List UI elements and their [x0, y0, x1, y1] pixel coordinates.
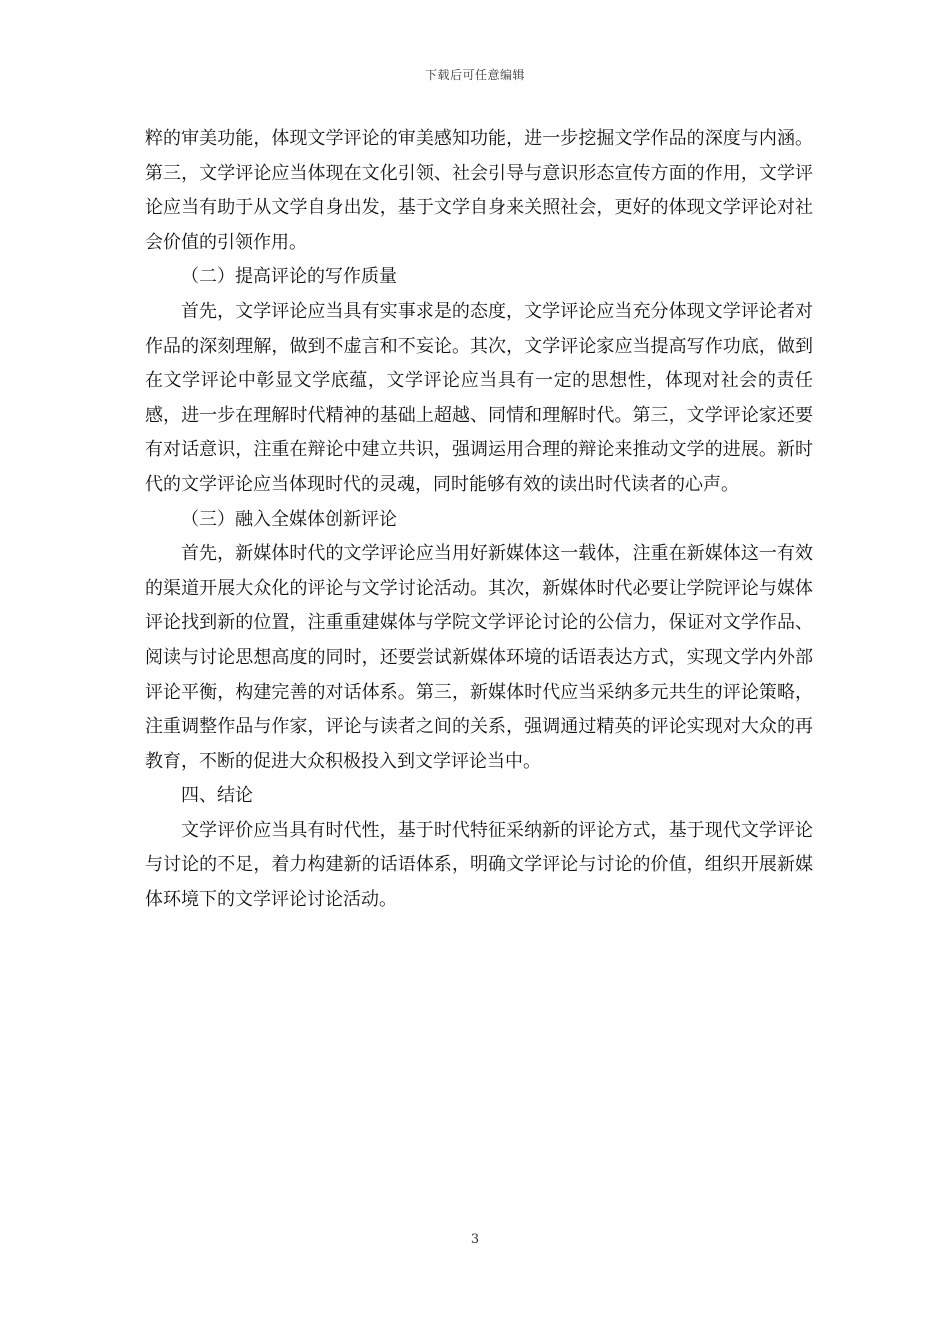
paragraph-all-media: 首先，新媒体时代的文学评论应当用好新媒体这一载体，注重在新媒体这一有效的渠道开展大众化的评论与文学讨论活动。其次，新媒体时代必要让学院评论与媒体评论找到新的位置，注重重建媒体与学院文学评论讨论的公信力，保证对文学作品、阅读与讨论思想高度的同时，还要尝试新媒体环境的话语表达方式，实现文学内外部评论平衡，构建完善的对话体系。第三，新媒体时代应当采纳多元共生的评论策略，注重调整作品与作家，评论与读者之间的关系，强调通过精英的评论实现对大众的再教育，不断的促进大众积极投入到文学评论当中。 [145, 543, 813, 772]
section-heading-2: （二）提高评论的写作质量 [181, 266, 397, 288]
section-heading-conclusion: 四、结论 [181, 785, 253, 807]
body-text [145, 122, 813, 918]
paragraph-continuation: 粹的审美功能，体现文学评论的审美感知功能，进一步挖掘文学作品的深度与内涵。第三，文学评论应当体现在文化引领、社会引导与意识形态宣传方面的作用，文学评论应当有助于从文学自身出发，基于文学自身来关照社会，更好的体现文学评论对社会价值的引领作用。 [145, 128, 813, 253]
section-heading-3: （三）融入全媒体创新评论 [181, 508, 397, 530]
page-number: 3 [470, 1232, 480, 1247]
page-header: 下载后可任意编辑 [424, 68, 525, 82]
paragraph-conclusion: 文学评价应当具有时代性，基于时代特征采纳新的评论方式，基于现代文学评论与讨论的不足，着力构建新的话语体系，明确文学评论与讨论的价值，组织开展新媒体环境下的文学评论讨论活动。 [145, 819, 813, 911]
paragraph-writing-quality: 首先，文学评论应当具有实事求是的态度，文学评论应当充分体现文学评论者对作品的深刻理解，做到不虚言和不妄论。其次，文学评论家应当提高写作功底，做到在文学评论中彰显文学底蕴，文学评论应当具有一定的思想性，体现对社会的责任感，进一步在理解时代精神的基础上超越、同情和理解时代。第三，文学评论家还要有对话意识，注重在辩论中建立共识，强调运用合理的辩论来推动文学的进展。新时代的文学评论应当体现时代的灵魂，同时能够有效的读出时代读者的心声。 [145, 300, 813, 495]
